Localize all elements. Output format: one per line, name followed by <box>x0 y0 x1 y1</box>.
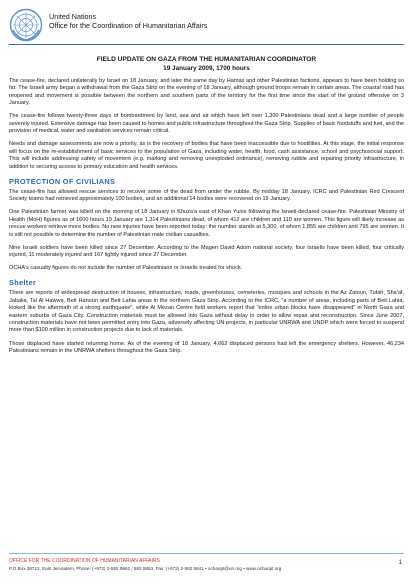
paragraph-rescue: The cease-fire has allowed rescue services to recover some of the dead from under the rubble. By midday 18 January, ICRC and Palestinian Red Crescent Society teams had retrieved approximately 100 bodies, and an additional 14 bodies were recovered on 19 January. <box>9 188 404 203</box>
page-header <box>9 8 404 42</box>
paragraph-assessments: Needs and damage assessments are now a priority, as is the recovery of bodies that have been inaccessible due to hostilities. At this stage, the initial response will focus on the re-establishment of basic services to the population of Gaza, including water, health, food, cash assistance, school and psychosocial support. This will include addressing safety of movement (e.g. marking and removing unexploded ordinance), removing rubble and repairing priority infrastructure, in addition to securing access to primary education and health services. <box>9 141 404 170</box>
document-body <box>9 78 404 361</box>
paragraph-shock-note: OCHA's casualty figures do not include the number of Palestinians or Israelis treated for shock. <box>9 265 243 272</box>
section-heading-protection: PROTECTION OF CIVILIANS <box>9 176 116 186</box>
paragraph-displaced: Those displaced have started returning home. As of the evening of 18 January, 4,662 displaced persons had left the emergency shelters. However, 46,234 Palestinians remain in the UNRWA shelters throughout the Gaza Strip. <box>9 340 404 354</box>
document-title <box>0 55 413 73</box>
footer-divider <box>9 553 404 554</box>
un-emblem-icon <box>9 8 43 42</box>
footer-office: OFFICE FOR THE COORDINATION OF HUMANITARIAN AFFAIRS <box>9 558 160 564</box>
footer-contact: P.O.Box 38712, East Jerusalem, Phone: (+972) 2-582 9962 / 582 5853, Fax: (+972) 2-582 5841 • ochaopt@un.org • www.ochaopt.org <box>9 566 282 571</box>
title-line-1: FIELD UPDATE ON GAZA FROM THE HUMANITARIAN COORDINATOR <box>96 56 317 63</box>
org-name: United Nations <box>49 12 97 21</box>
paragraph-casualties: One Palestinian farmer was killed on the morning of 18 January in Khuza'a east of Khan Yunis following the Israeli-declared cease-fire. Palestinian Ministry of Health (MoH) figures as of 1600 hours 19 January are 1,314 Palestinians dead, of whom 412 are children and 110 are women. This figure will likely increase as rescue workers retrieve more bodies. No new injuries have been reported today: the number stands at 5,300, of whom 1,855 are children and 795 are women. It is still not possible to determine the number of Palestinian male civilian casualties. <box>9 209 404 238</box>
paragraph-bombardment: The cease-fire follows twenty-three days of bombardment by land, sea and air which have left over 1,300 Palestinians dead and a large number of people severely injured. Extensive damage has been caused to homes and public infrastructure throughout the Gaza Strip. Supplies of basic foodstuffs and fuel, and the provision of medical, water and sanitation services remain critical. <box>9 113 404 135</box>
paragraph-destruction: There are reports of widespread destruction of houses, infrastructure, roads, greenhouses, cemeteries, mosques and schools in the Az Zatoun, Tufah, Sha'af, Jabalia, Tal Al Hawwa, Beit Hanoun and Beit Lahia areas in the northern Gaza Strip. According to the ICRC, "a number of areas, including parts of Beit Lahia, looked like the aftermath of a strong earthquake", while Al Mezan Centre field workers report that "entire urban blocks have disappeared" in North Gaza and eastern suburbs of Gaza City. Construction materials must be allowed into Gaza without delay in order to allow repair and reconstruction. Since June 2007, construction materials have not been permitted entry into Gaza, adversely affecting UN projects, in particular UNRWA and UNDP which were forced to suspend more than $100 million in construction projects due to lack of materials. <box>9 290 404 334</box>
page-number: 1 <box>398 560 402 566</box>
header-divider <box>9 44 404 45</box>
title-date: 19 January 2009, 1700 hours <box>163 65 250 72</box>
paragraph-ceasefire: The cease-fire, declared unilaterally by Israel on 18 January, and later the same day by Hamas and other Palestinian factions, appears to have been holding so far. The Israeli army began a withdrawal from the Gaza Strip on the evening of 18 January, although ground troops remain in certain areas. The coastal road has reopened and movement is possible between the northern and southern parts of the territory for the first time since the start of the ground offensive on 3 January. <box>9 78 404 107</box>
page-footer <box>9 553 404 579</box>
paragraph-israeli-casualties: Nine Israeli soldiers have been killed since 27 December. According to the Magen David Adom national society, four Israelis have been killed, four critically injured, 11 moderately injured and 167 lightly injured since 27 December. <box>9 244 404 259</box>
org-title <box>49 12 207 30</box>
org-office: Office for the Coordination of Humanitarian Affairs <box>49 21 208 30</box>
section-heading-shelter: Shelter <box>9 278 37 288</box>
